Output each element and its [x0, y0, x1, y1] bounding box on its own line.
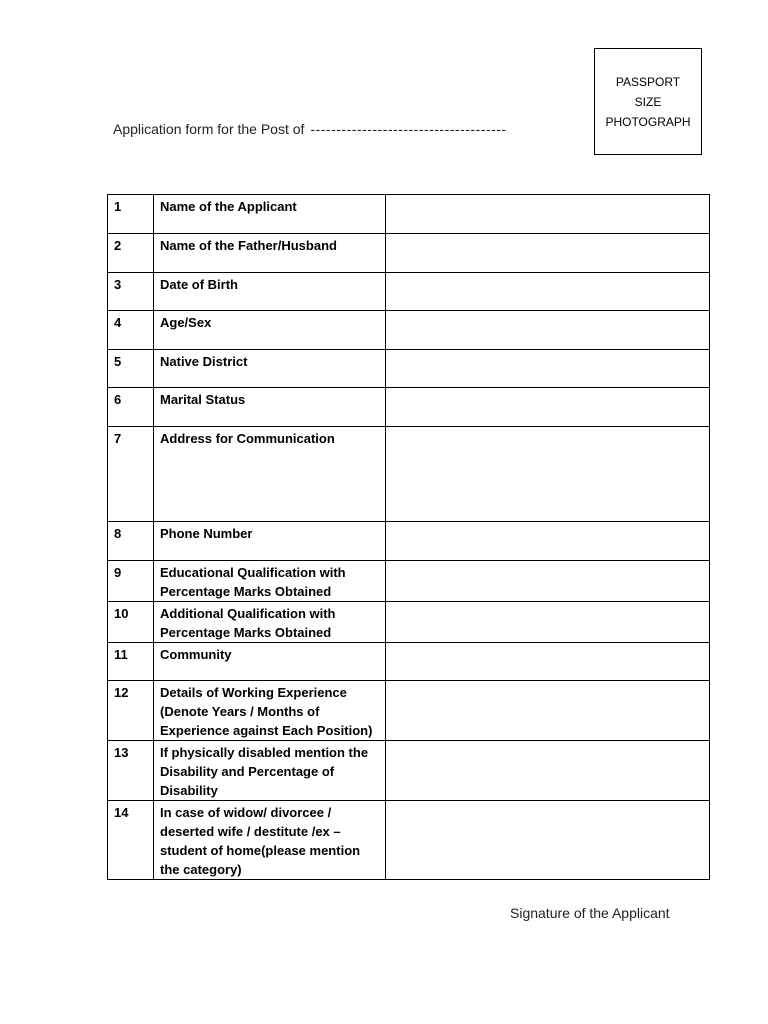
table-row [108, 311, 710, 350]
post-name-blank[interactable]: -------------------------------------- [310, 121, 507, 137]
row-label: Name of the Father/Husband [154, 234, 386, 273]
table-row [108, 561, 710, 602]
table-row [108, 273, 710, 311]
row-number: 3 [108, 273, 154, 311]
row-value-field[interactable] [386, 234, 710, 273]
table-row [108, 427, 710, 522]
row-value-field[interactable] [386, 522, 710, 561]
row-label: Details of Working Experience (Denote Years / Months of Experience against Each Position) [154, 681, 386, 741]
row-value-field[interactable] [386, 427, 710, 522]
row-number: 8 [108, 522, 154, 561]
row-value-field[interactable] [386, 388, 710, 427]
table-row [108, 522, 710, 561]
row-number: 1 [108, 195, 154, 234]
row-value-field[interactable] [386, 643, 710, 681]
row-number: 13 [108, 741, 154, 801]
row-number: 10 [108, 602, 154, 643]
row-value-field[interactable] [386, 561, 710, 602]
row-value-field[interactable] [386, 350, 710, 388]
row-number: 2 [108, 234, 154, 273]
passport-photo-box [594, 48, 702, 155]
row-value-field[interactable] [386, 602, 710, 643]
row-label: Address for Communication [154, 427, 386, 522]
row-value-field[interactable] [386, 273, 710, 311]
application-table [107, 194, 710, 880]
row-number: 9 [108, 561, 154, 602]
table-row [108, 643, 710, 681]
table-row [108, 741, 710, 801]
row-label: Community [154, 643, 386, 681]
table-row [108, 388, 710, 427]
row-number: 4 [108, 311, 154, 350]
table-row [108, 681, 710, 741]
row-label: Additional Qualification with Percentage Marks Obtained [154, 602, 386, 643]
row-number: 12 [108, 681, 154, 741]
row-label: Marital Status [154, 388, 386, 427]
row-value-field[interactable] [386, 741, 710, 801]
row-number: 14 [108, 801, 154, 880]
row-label: Phone Number [154, 522, 386, 561]
row-label: If physically disabled mention the Disability and Percentage of Disability [154, 741, 386, 801]
signature-label: Signature of the Applicant [510, 905, 670, 921]
table-row [108, 234, 710, 273]
table-row [108, 602, 710, 643]
row-label: Native District [154, 350, 386, 388]
form-title [113, 121, 507, 137]
row-number: 11 [108, 643, 154, 681]
photo-box-line-1: PASSPORT [615, 74, 681, 89]
table-row [108, 350, 710, 388]
row-label: Age/Sex [154, 311, 386, 350]
row-value-field[interactable] [386, 801, 710, 880]
row-label: Name of the Applicant [154, 195, 386, 234]
row-number: 6 [108, 388, 154, 427]
form-title-text: Application form for the Post of [113, 121, 305, 137]
photo-box-line-2: SIZE [634, 94, 662, 109]
table-row [108, 195, 710, 234]
row-value-field[interactable] [386, 195, 710, 234]
row-label: Date of Birth [154, 273, 386, 311]
row-label: Educational Qualification with Percentage Marks Obtained [154, 561, 386, 602]
row-value-field[interactable] [386, 681, 710, 741]
row-number: 5 [108, 350, 154, 388]
row-number: 7 [108, 427, 154, 522]
table-row [108, 801, 710, 880]
row-label: In case of widow/ divorcee / deserted wife / destitute /ex – student of home(please mention the category) [154, 801, 386, 880]
row-value-field[interactable] [386, 311, 710, 350]
photo-box-line-3: PHOTOGRAPH [605, 114, 691, 129]
